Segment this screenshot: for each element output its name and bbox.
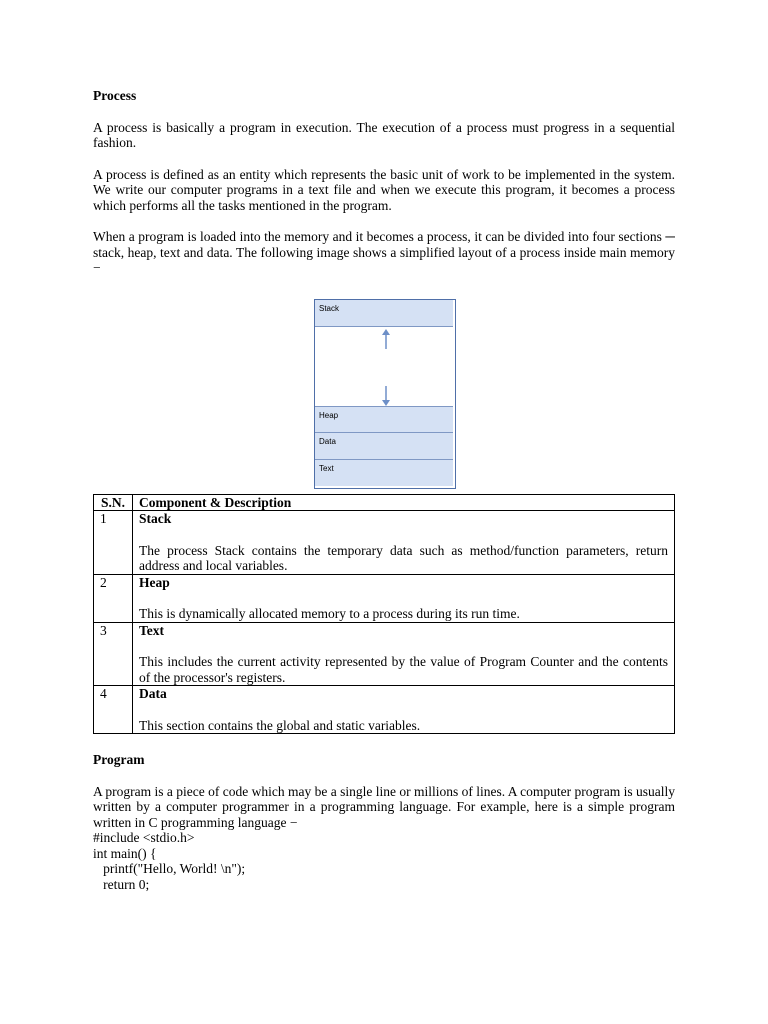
table-row [94, 686, 675, 734]
table-row [94, 574, 675, 622]
diagram-stack-segment [315, 300, 453, 327]
row-description [133, 686, 675, 734]
diagram-stack-label: Stack [319, 303, 340, 313]
row-sn: 2 [94, 574, 133, 622]
code-line-include: #include <stdio.h> [93, 830, 195, 845]
diagram-heap-label: Heap [319, 410, 339, 420]
row-text: This is dynamically allocated memory to a process during its run time. [139, 606, 520, 621]
document-page [93, 88, 675, 892]
row-description [133, 511, 675, 575]
program-paragraph-1: A program is a piece of code which may be a single line or millions of lines. A computer program is usually written by a computer programmer in a programming language. For example, here is a simple program written in C programming language − [93, 783, 675, 830]
header-sn: S.N. [94, 494, 133, 511]
table-row [94, 511, 675, 575]
diagram-data-label: Data [319, 436, 336, 446]
code-line-printf: printf("Hello, World! \n"); [93, 861, 246, 876]
table-row [94, 622, 675, 686]
row-title: Heap [139, 574, 170, 590]
arrow-up-icon [381, 328, 391, 350]
row-description [133, 622, 675, 686]
diagram-heap-segment [315, 406, 453, 433]
process-paragraph-2: A process is defined as an entity which represents the basic unit of work to be implemented in the system. We write our computer programs in a text file and when we execute this program, it becomes a process which performs all the tasks mentioned in the program. [93, 166, 675, 213]
row-title: Stack [139, 511, 172, 526]
diagram-text-segment [315, 460, 453, 486]
diagram-data-segment [315, 433, 453, 460]
row-title: Text [139, 622, 165, 638]
row-sn: 1 [94, 511, 133, 575]
memory-layout-diagram [314, 299, 456, 489]
arrow-down-icon [381, 385, 391, 407]
code-line-return: return 0; [93, 876, 150, 892]
components-table [93, 494, 675, 735]
row-text: This section contains the global and static variables. [139, 717, 421, 733]
row-title: Data [139, 686, 167, 701]
diagram-text-label: Text [319, 463, 334, 473]
header-component-description: Component & Description [133, 494, 675, 511]
table-header-row [94, 494, 675, 511]
process-paragraph-1: A process is basically a program in execution. The execution of a process must progress in a sequential fashion. [93, 119, 675, 150]
process-heading: Process [93, 88, 137, 103]
row-description [133, 574, 675, 622]
row-sn: 3 [94, 622, 133, 686]
code-line-main: int main() { [93, 845, 157, 861]
row-sn: 4 [94, 686, 133, 734]
program-heading: Program [93, 752, 145, 767]
process-paragraph-3: When a program is loaded into the memory and it becomes a process, it can be divided into four sections ─ stack, heap, text and data. The following image shows a simplified layout of a process inside main memory − [93, 229, 675, 275]
row-text: The process Stack contains the temporary data such as method/function parameters, return address and local variables. [139, 542, 668, 573]
row-text: This includes the current activity represented by the value of Program Counter and the contents of the processor's registers. [139, 654, 668, 685]
